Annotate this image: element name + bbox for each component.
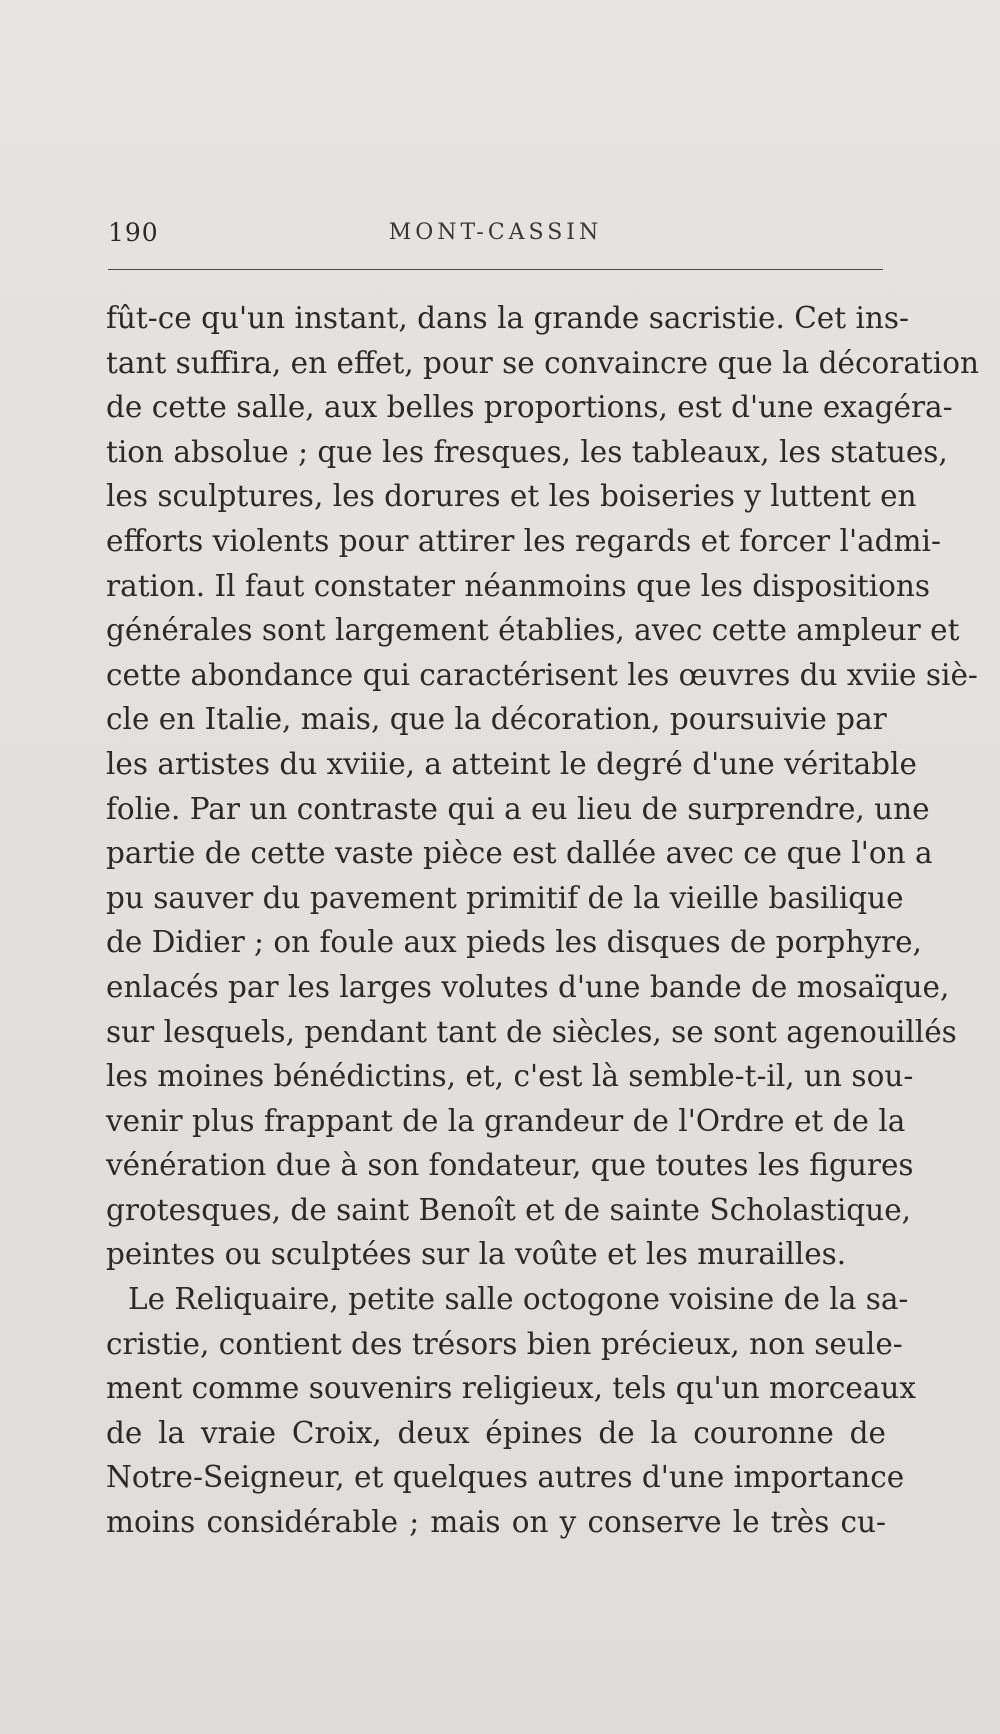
text-line: ration. Il faut constater néanmoins que les dispositions — [106, 568, 931, 603]
text-line: fût-ce qu'un instant, dans la grande sacristie. Cet ins- — [106, 301, 909, 335]
text-line: enlacés par les larges volutes d'une bande de mosaïque, — [106, 969, 950, 1004]
text-line: cette abondance qui caractérisent les œuvres du xviie siè- — [106, 657, 978, 692]
header-rule — [108, 269, 883, 270]
text-line: ment comme souvenirs religieux, tels qu'un morceaux — [106, 1371, 917, 1406]
running-title: MONT-CASSIN — [388, 220, 603, 245]
text-line: efforts violents pour attirer les regards et forcer l'admi- — [106, 523, 941, 558]
text-line: vénération due à son fondateur, que toutes les figures — [106, 1148, 914, 1183]
text-line: peintes ou sculptées sur la voûte et les murailles. — [106, 1237, 847, 1272]
text-line: pu sauver du pavement primitif de la vieille basilique — [106, 880, 904, 915]
body-text — [106, 296, 979, 1545]
text-line: les moines bénédictins, et, c'est là semble-t-il, un sou- — [106, 1059, 914, 1094]
text-line: folie. Par un contraste qui a eu lieu de surprendre, une — [106, 791, 930, 826]
text-line: moins considérable ; mais on y conserve le très cu- — [106, 1505, 886, 1540]
text-line: cristie, contient des trésors bien précieux, non seule- — [106, 1326, 903, 1361]
text-line: de cette salle, aux belles proportions, est d'une exagéra- — [106, 390, 953, 425]
paragraph-2 — [106, 1277, 917, 1545]
text-line: cle en Italie, mais, que la décoration, poursuivie par — [106, 702, 887, 737]
text-line: venir plus frappant de la grandeur de l'Ordre et de la — [106, 1103, 906, 1138]
text-line: partie de cette vaste pièce est dallée avec ce que l'on a — [106, 836, 933, 871]
text-line: de la vraie Croix, deux épines de la couronne de — [106, 1415, 886, 1450]
paragraph-1 — [106, 296, 979, 1277]
text-line: Notre-Seigneur, et quelques autres d'une importance — [106, 1460, 905, 1495]
text-line: générales sont largement établies, avec cette ampleur et — [106, 613, 960, 648]
text-line: tant suffira, en effet, pour se convaincre que la décoration — [106, 345, 979, 380]
text-line: de Didier ; on foule aux pieds les disques de porphyre, — [106, 925, 922, 960]
text-line: les artistes du xviiie, a atteint le degré d'une véritable — [106, 746, 917, 781]
text-line: grotesques, de saint Benoît et de sainte Scholastique, — [106, 1192, 912, 1227]
page-header — [108, 218, 883, 254]
text-line: tion absolue ; que les fresques, les tableaux, les statues, — [106, 434, 948, 469]
page-number: 190 — [108, 218, 159, 247]
text-line: les sculptures, les dorures et les boiseries y luttent en — [106, 479, 917, 514]
text-line: sur lesquels, pendant tant de siècles, se sont agenouillés — [106, 1014, 957, 1049]
text-line: Le Reliquaire, petite salle octogone voisine de la sa- — [128, 1282, 909, 1317]
